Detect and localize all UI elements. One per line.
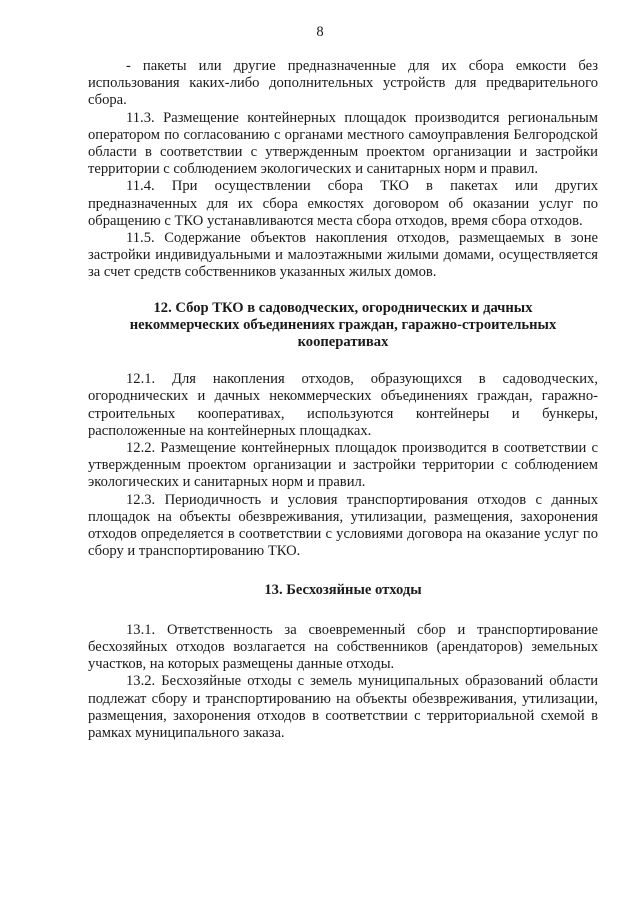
section-13-heading: 13. Бесхозяйные отходы <box>264 582 422 599</box>
paragraph-12-3: 12.3. Периодичность и условия транспортирования отходов с данных площадок на объекты обезвреживания, утилизации, размещения, захоронения отходов определяется в соответствии с условиями договора на оказание услуг по сбору и транспортированию ТКО. <box>88 491 598 560</box>
paragraph-11-3: 11.3. Размещение контейнерных площадок производится региональным оператором по согласованию с органами местного самоуправления Белгородской области в соответствии с утвержденным проектом организации и застройки территории с соблюдением экологических и санитарных норм и правил. <box>88 109 598 178</box>
paragraph-12-1: 12.1. Для накопления отходов, образующихся в садоводческих, огороднических и дачных некоммерческих объединениях граждан, гаражно-строительных кооперативах, используются контейнеры и бункеры, расположенные на контейнерных площадках. <box>88 371 598 439</box>
page-number: 8 <box>316 24 324 40</box>
section-12-heading: 12. Сбор ТКО в садоводческих, огороднических и дачных некоммерческих объединениях граждан, гаражно-строительных кооперативах <box>129 299 557 351</box>
paragraph-11-bullet: - пакеты или другие предназначенные для их сбора емкости без использования каких-либо дополнительных устройств для предварительного сбора. <box>88 58 598 109</box>
paragraph-13-2: 13.2. Бесхозяйные отходы с земель муниципальных образований области подлежат сбору и транспортированию на объекты обезвреживания, утилизации, размещения, захоронения отходов в соответствии с территориальной схемой в рамках муниципального заказа. <box>88 673 598 741</box>
paragraph-13-1: 13.1. Ответственность за своевременный сбор и транспортирование бесхозяйных отходов возлагается на собственников (арендаторов) земельных участков, на которых размещены данные отходы. <box>88 621 598 673</box>
paragraph-11-5: 11.5. Содержание объектов накопления отходов, размещаемых в зоне застройки индивидуальными и малоэтажными жилыми домами, осуществляется за счет средств собственников указанных жилых домов. <box>88 230 598 281</box>
paragraph-11-4: 11.4. При осуществлении сбора ТКО в пакетах или других предназначенных для их сбора емкостях договором об оказании услуг по обращению с ТКО устанавливаются места сбора отходов, время сбора отходов. <box>88 178 598 229</box>
document-body <box>88 58 598 742</box>
paragraph-12-2: 12.2. Размещение контейнерных площадок производится в соответствии с утвержденным проектом организации и застройки территории с соблюдением экологических и санитарных норм и правил. <box>88 440 598 491</box>
